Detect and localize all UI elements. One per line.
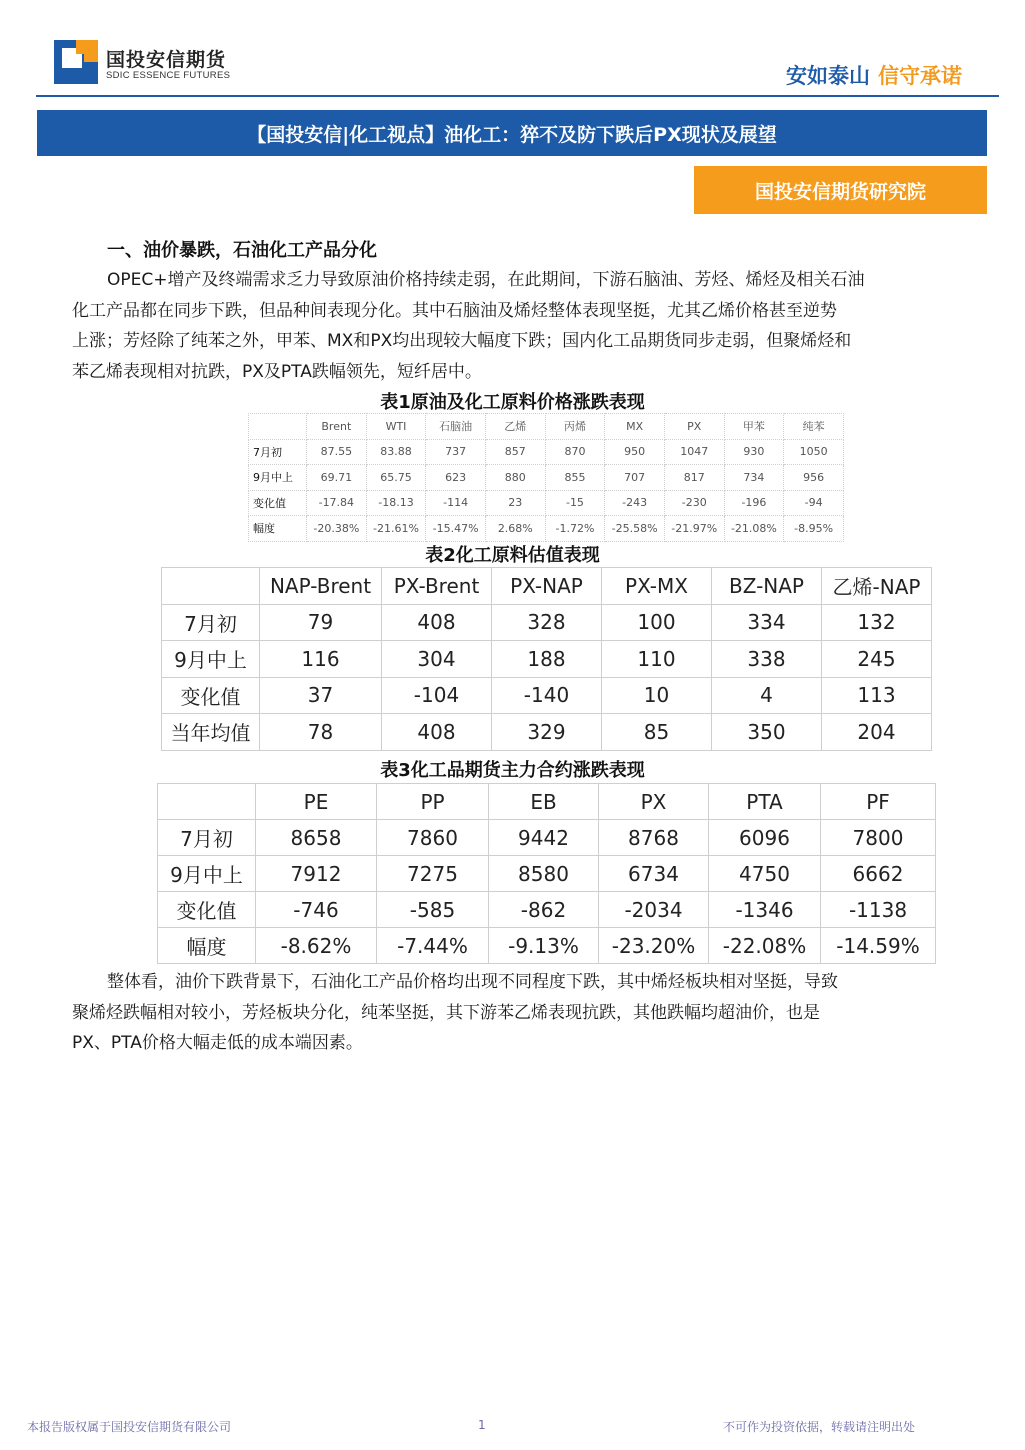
table-cell: -25.58% — [605, 516, 665, 542]
table-row — [162, 677, 932, 714]
logo-text-cn: 国投安信期货 — [106, 49, 227, 71]
header-cell: PX — [599, 784, 709, 820]
row-label: 变化值 — [162, 677, 260, 714]
table-cell: 956 — [784, 465, 844, 491]
header-cell: 乙烯-NAP — [822, 568, 932, 605]
paragraph-line: 整体看，油价下跌背景下，石油化工产品价格均出现不同程度下跌，其中烯烃板块相对坚挺，导致 — [107, 972, 838, 992]
header-cell: EB — [489, 784, 599, 820]
table-cell: -862 — [489, 892, 599, 928]
table-cell: 110 — [602, 641, 712, 678]
header-cell: PE — [256, 784, 377, 820]
table-cell: 79 — [260, 604, 382, 641]
table-cell: 85 — [602, 714, 712, 751]
table-cell: 83.88 — [366, 439, 426, 465]
table-row — [162, 641, 932, 678]
table-cell: 328 — [492, 604, 602, 641]
row-label: 幅度 — [249, 516, 307, 542]
table3-caption: 表3化工品期货主力合约涨跌表现 — [380, 760, 645, 781]
table-cell: 817 — [664, 465, 724, 491]
table-cell: 78 — [260, 714, 382, 751]
table-cell: 69.71 — [307, 465, 367, 491]
header-cell: PTA — [709, 784, 821, 820]
company-logo — [54, 40, 244, 90]
table-row — [249, 465, 844, 491]
row-label: 9月中上 — [158, 856, 256, 892]
table-cell: 329 — [492, 714, 602, 751]
table1-price-changes — [248, 413, 844, 542]
table-cell: 1050 — [784, 439, 844, 465]
logo-text-en: SDIC ESSENCE FUTURES — [106, 70, 231, 81]
table-cell: 7860 — [377, 820, 489, 856]
table-cell: 880 — [485, 465, 545, 491]
institute-badge: 国投安信期货研究院 — [694, 166, 987, 214]
table-cell: -18.13 — [366, 490, 426, 516]
table-cell: -22.08% — [709, 928, 821, 964]
table-cell: 65.75 — [366, 465, 426, 491]
row-label: 7月初 — [158, 820, 256, 856]
table-row — [158, 856, 936, 892]
row-label: 幅度 — [158, 928, 256, 964]
table-cell: 930 — [724, 439, 784, 465]
paragraph-line: 苯乙烯表现相对抗跌，PX及PTA跌幅领先，短纤居中。 — [72, 361, 482, 382]
table-cell: -23.20% — [599, 928, 709, 964]
table-cell: 37 — [260, 677, 382, 714]
header-cell — [162, 568, 260, 605]
header-cell: 纯苯 — [784, 414, 844, 440]
table-cell: 23 — [485, 490, 545, 516]
header-cell: PX-Brent — [382, 568, 492, 605]
table-cell: -17.84 — [307, 490, 367, 516]
table-cell: 6662 — [821, 856, 936, 892]
header-divider — [36, 95, 999, 97]
footer-copyright: 本报告版权属于国投安信期货有限公司 — [27, 1420, 232, 1434]
table-row — [158, 892, 936, 928]
table-cell: 8768 — [599, 820, 709, 856]
table-cell: -8.95% — [784, 516, 844, 542]
table-cell: 707 — [605, 465, 665, 491]
table-cell: 855 — [545, 465, 605, 491]
table-cell: 857 — [485, 439, 545, 465]
table-cell: 4 — [712, 677, 822, 714]
table-cell: -1346 — [709, 892, 821, 928]
footer-disclaimer: 不可作为投资依据，转载请注明出处 — [722, 1420, 915, 1434]
header-cell: PX-MX — [602, 568, 712, 605]
table-cell: -230 — [664, 490, 724, 516]
row-label: 当年均值 — [162, 714, 260, 751]
table-row — [249, 516, 844, 542]
table-cell: 350 — [712, 714, 822, 751]
slogan-part-2: 信守承诺 — [878, 64, 962, 88]
table-row — [162, 714, 932, 751]
table-cell: 132 — [822, 604, 932, 641]
table-cell: 338 — [712, 641, 822, 678]
table-cell: -21.61% — [366, 516, 426, 542]
table-cell: 10 — [602, 677, 712, 714]
table-cell: 950 — [605, 439, 665, 465]
row-label: 7月初 — [249, 439, 307, 465]
table-cell: 334 — [712, 604, 822, 641]
table-cell: 188 — [492, 641, 602, 678]
header-cell: PX — [664, 414, 724, 440]
header-cell: PX-NAP — [492, 568, 602, 605]
table-cell: 408 — [382, 714, 492, 751]
table-row — [158, 928, 936, 964]
row-label: 9月中上 — [162, 641, 260, 678]
table-cell: 734 — [724, 465, 784, 491]
header-cell — [158, 784, 256, 820]
table-cell: 408 — [382, 604, 492, 641]
table3-futures — [157, 783, 936, 964]
slogan-part-1: 安如泰山 — [786, 64, 870, 88]
header-cell: Brent — [307, 414, 367, 440]
table-cell: 100 — [602, 604, 712, 641]
table-cell: 4750 — [709, 856, 821, 892]
paragraph-line: PX、PTA价格大幅走低的成本端因素。 — [72, 1033, 363, 1053]
table1-caption: 表1原油及化工原料价格涨跌表现 — [380, 392, 645, 413]
table-cell: -9.13% — [489, 928, 599, 964]
table-cell: 87.55 — [307, 439, 367, 465]
logo-mark-icon — [54, 40, 98, 84]
table-cell: 204 — [822, 714, 932, 751]
table-row — [249, 439, 844, 465]
table-cell: -746 — [256, 892, 377, 928]
table-cell: -8.62% — [256, 928, 377, 964]
paragraph-line: OPEC+增产及终端需求乏力导致原油价格持续走弱，在此期间，下游石脑油、芳烃、烯烃及相关石油 — [107, 270, 865, 290]
row-label: 7月初 — [162, 604, 260, 641]
page-number: 1 — [478, 1418, 486, 1432]
intro-paragraph — [72, 265, 865, 387]
paragraph-line: 上涨；芳烃除了纯苯之外，甲苯、MX和PX均出现较大幅度下跌；国内化工品期货同步走弱，但聚烯烃和 — [72, 331, 852, 351]
table-row — [158, 820, 936, 856]
table-header-row — [162, 568, 932, 605]
paragraph-line: 聚烯烃跌幅相对较小，芳烃板块分化，纯苯坚挺，其下游苯乙烯表现抗跌，其他跌幅均超油价，也是 — [72, 1002, 820, 1023]
table-cell: 6096 — [709, 820, 821, 856]
header-cell: BZ-NAP — [712, 568, 822, 605]
table-header-row — [158, 784, 936, 820]
table2-caption: 表2化工原料估值表现 — [425, 545, 600, 566]
table-cell: -15 — [545, 490, 605, 516]
table-cell: -585 — [377, 892, 489, 928]
header-cell: PF — [821, 784, 936, 820]
header-cell — [249, 414, 307, 440]
table-cell: 113 — [822, 677, 932, 714]
table-cell: -21.08% — [724, 516, 784, 542]
table-cell: 623 — [426, 465, 486, 491]
table-cell: 7800 — [821, 820, 936, 856]
table-cell: -20.38% — [307, 516, 367, 542]
table-cell: -7.44% — [377, 928, 489, 964]
table-header-row — [249, 414, 844, 440]
header-cell: 甲苯 — [724, 414, 784, 440]
table-cell: -1138 — [821, 892, 936, 928]
header-cell: 丙烯 — [545, 414, 605, 440]
table-cell: -1.72% — [545, 516, 605, 542]
row-label: 变化值 — [158, 892, 256, 928]
table-cell: -21.97% — [664, 516, 724, 542]
table-cell: 8658 — [256, 820, 377, 856]
table-cell: 245 — [822, 641, 932, 678]
section-heading: 一、油价暴跌，石油化工产品分化 — [107, 240, 377, 261]
header-cell: NAP-Brent — [260, 568, 382, 605]
row-label: 9月中上 — [249, 465, 307, 491]
header-cell: 石脑油 — [426, 414, 486, 440]
table-cell: -94 — [784, 490, 844, 516]
report-title: 【国投安信|化工视点】油化工：猝不及防下跌后PX现状及展望 — [37, 110, 987, 156]
header-cell: PP — [377, 784, 489, 820]
table-row — [162, 604, 932, 641]
table-cell: 7275 — [377, 856, 489, 892]
table-cell: -196 — [724, 490, 784, 516]
header-cell: WTI — [366, 414, 426, 440]
table-cell: 870 — [545, 439, 605, 465]
table-cell: 9442 — [489, 820, 599, 856]
table-cell: -14.59% — [821, 928, 936, 964]
table-cell: 304 — [382, 641, 492, 678]
table-cell: -114 — [426, 490, 486, 516]
header-cell: MX — [605, 414, 665, 440]
header-cell: 乙烯 — [485, 414, 545, 440]
table2-valuation — [161, 567, 932, 751]
table-cell: -243 — [605, 490, 665, 516]
table-row — [249, 490, 844, 516]
table-cell: 6734 — [599, 856, 709, 892]
table-cell: 7912 — [256, 856, 377, 892]
paragraph-line: 化工产品都在同步下跌，但品种间表现分化。其中石脑油及烯烃整体表现坚挺，尤其乙烯价格甚至逆势 — [72, 300, 837, 321]
row-label: 变化值 — [249, 490, 307, 516]
table-cell: 737 — [426, 439, 486, 465]
summary-paragraph — [72, 967, 838, 1059]
table-cell: 1047 — [664, 439, 724, 465]
table-cell: 116 — [260, 641, 382, 678]
table-cell: -140 — [492, 677, 602, 714]
table-cell: -2034 — [599, 892, 709, 928]
table-cell: 2.68% — [485, 516, 545, 542]
table-cell: -104 — [382, 677, 492, 714]
slogan — [786, 60, 962, 90]
table-cell: -15.47% — [426, 516, 486, 542]
table-cell: 8580 — [489, 856, 599, 892]
